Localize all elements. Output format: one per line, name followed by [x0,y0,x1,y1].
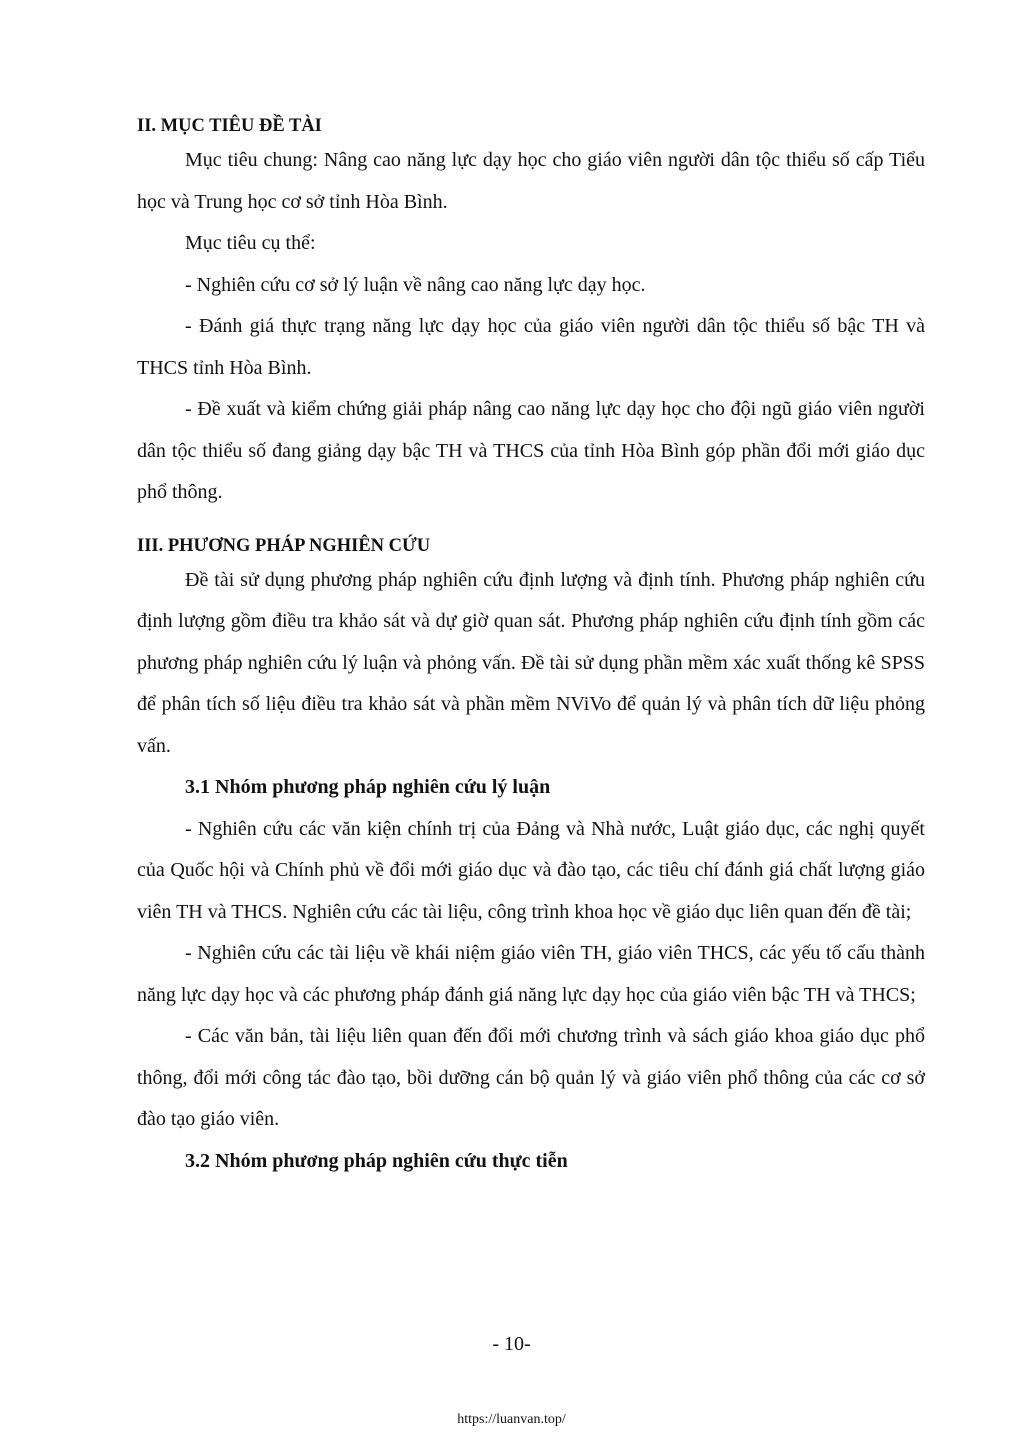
footer-url[interactable]: https://luanvan.top/ [457,1412,566,1427]
list-item-theory-1: - Nghiên cứu các văn kiện chính trị của Đảng và Nhà nước, Luật giáo dục, các nghị quyết của Quốc hội và Chính phủ về đổi mới giáo dục và đào tạo, các tiêu chí đánh giá chất lượng giáo viên TH và THCS. Nghiên cứu các tài liệu, công trình khoa học về giáo dục liên quan đến đề tài; [137,817,925,923]
page-content [137,112,925,1182]
paragraph-specific-objectives-label: Mục tiêu cụ thể: [185,232,316,254]
subheading-theoretical-methods: 3.1 Nhóm phương pháp nghiên cứu lý luận [185,776,551,798]
list-item-theory-3: - Các văn bản, tài liệu liên quan đến đổi mới chương trình và sách giáo khoa giáo dục phổ thông, đổi mới công tác đào tạo, bồi dưỡng cán bộ quản lý và giáo viên phổ thông của các cơ sở đào tạo giáo viên. [137,1025,925,1130]
paragraph-general-objective: Mục tiêu chung: Nâng cao năng lực dạy học cho giáo viên người dân tộc thiểu số cấp Tiểu học và Trung học cơ sở tỉnh Hòa Bình. [137,149,925,213]
list-item-objective-2: - Đánh giá thực trạng năng lực dạy học của giáo viên người dân tộc thiểu số bậc TH và THCS tỉnh Hòa Bình. [137,315,925,379]
section-heading-methods: III. PHƯƠNG PHÁP NGHIÊN CỨU [137,535,431,556]
list-item-objective-1: - Nghiên cứu cơ sở lý luận về nâng cao năng lực dạy học. [185,273,646,296]
page-number: - 10- [492,1333,531,1355]
list-item-objective-3: - Đề xuất và kiểm chứng giải pháp nâng cao năng lực dạy học cho đội ngũ giáo viên người dân tộc thiểu số đang giảng dạy bậc TH và THCS của tỉnh Hòa Bình góp phần đổi mới giáo dục phổ thông. [137,398,925,503]
list-item-theory-2: - Nghiên cứu các tài liệu về khái niệm giáo viên TH, giáo viên THCS, các yếu tố cấu thành năng lực dạy học và các phương pháp đánh giá năng lực dạy học của giáo viên bậc TH và THCS; [137,942,925,1006]
paragraph-methods-intro: Đề tài sử dụng phương pháp nghiên cứu định lượng và định tính. Phương pháp nghiên cứu định lượng gồm điều tra khảo sát và dự giờ quan sát. Phương pháp nghiên cứu định tính gồm các phương pháp nghiên cứu lý luận và phỏng vấn. Đề tài sử dụng phần mềm xác xuất thống kê SPSS để phân tích số liệu điều tra khảo sát và phần mềm NViVo để quản lý và phân tích dữ liệu phỏng vấn. [137,568,925,757]
section-heading-objectives: II. MỤC TIÊU ĐỀ TÀI [137,116,322,136]
subheading-practical-methods: 3.2 Nhóm phương pháp nghiên cứu thực tiễn [185,1149,568,1172]
section-spacer [137,514,925,532]
